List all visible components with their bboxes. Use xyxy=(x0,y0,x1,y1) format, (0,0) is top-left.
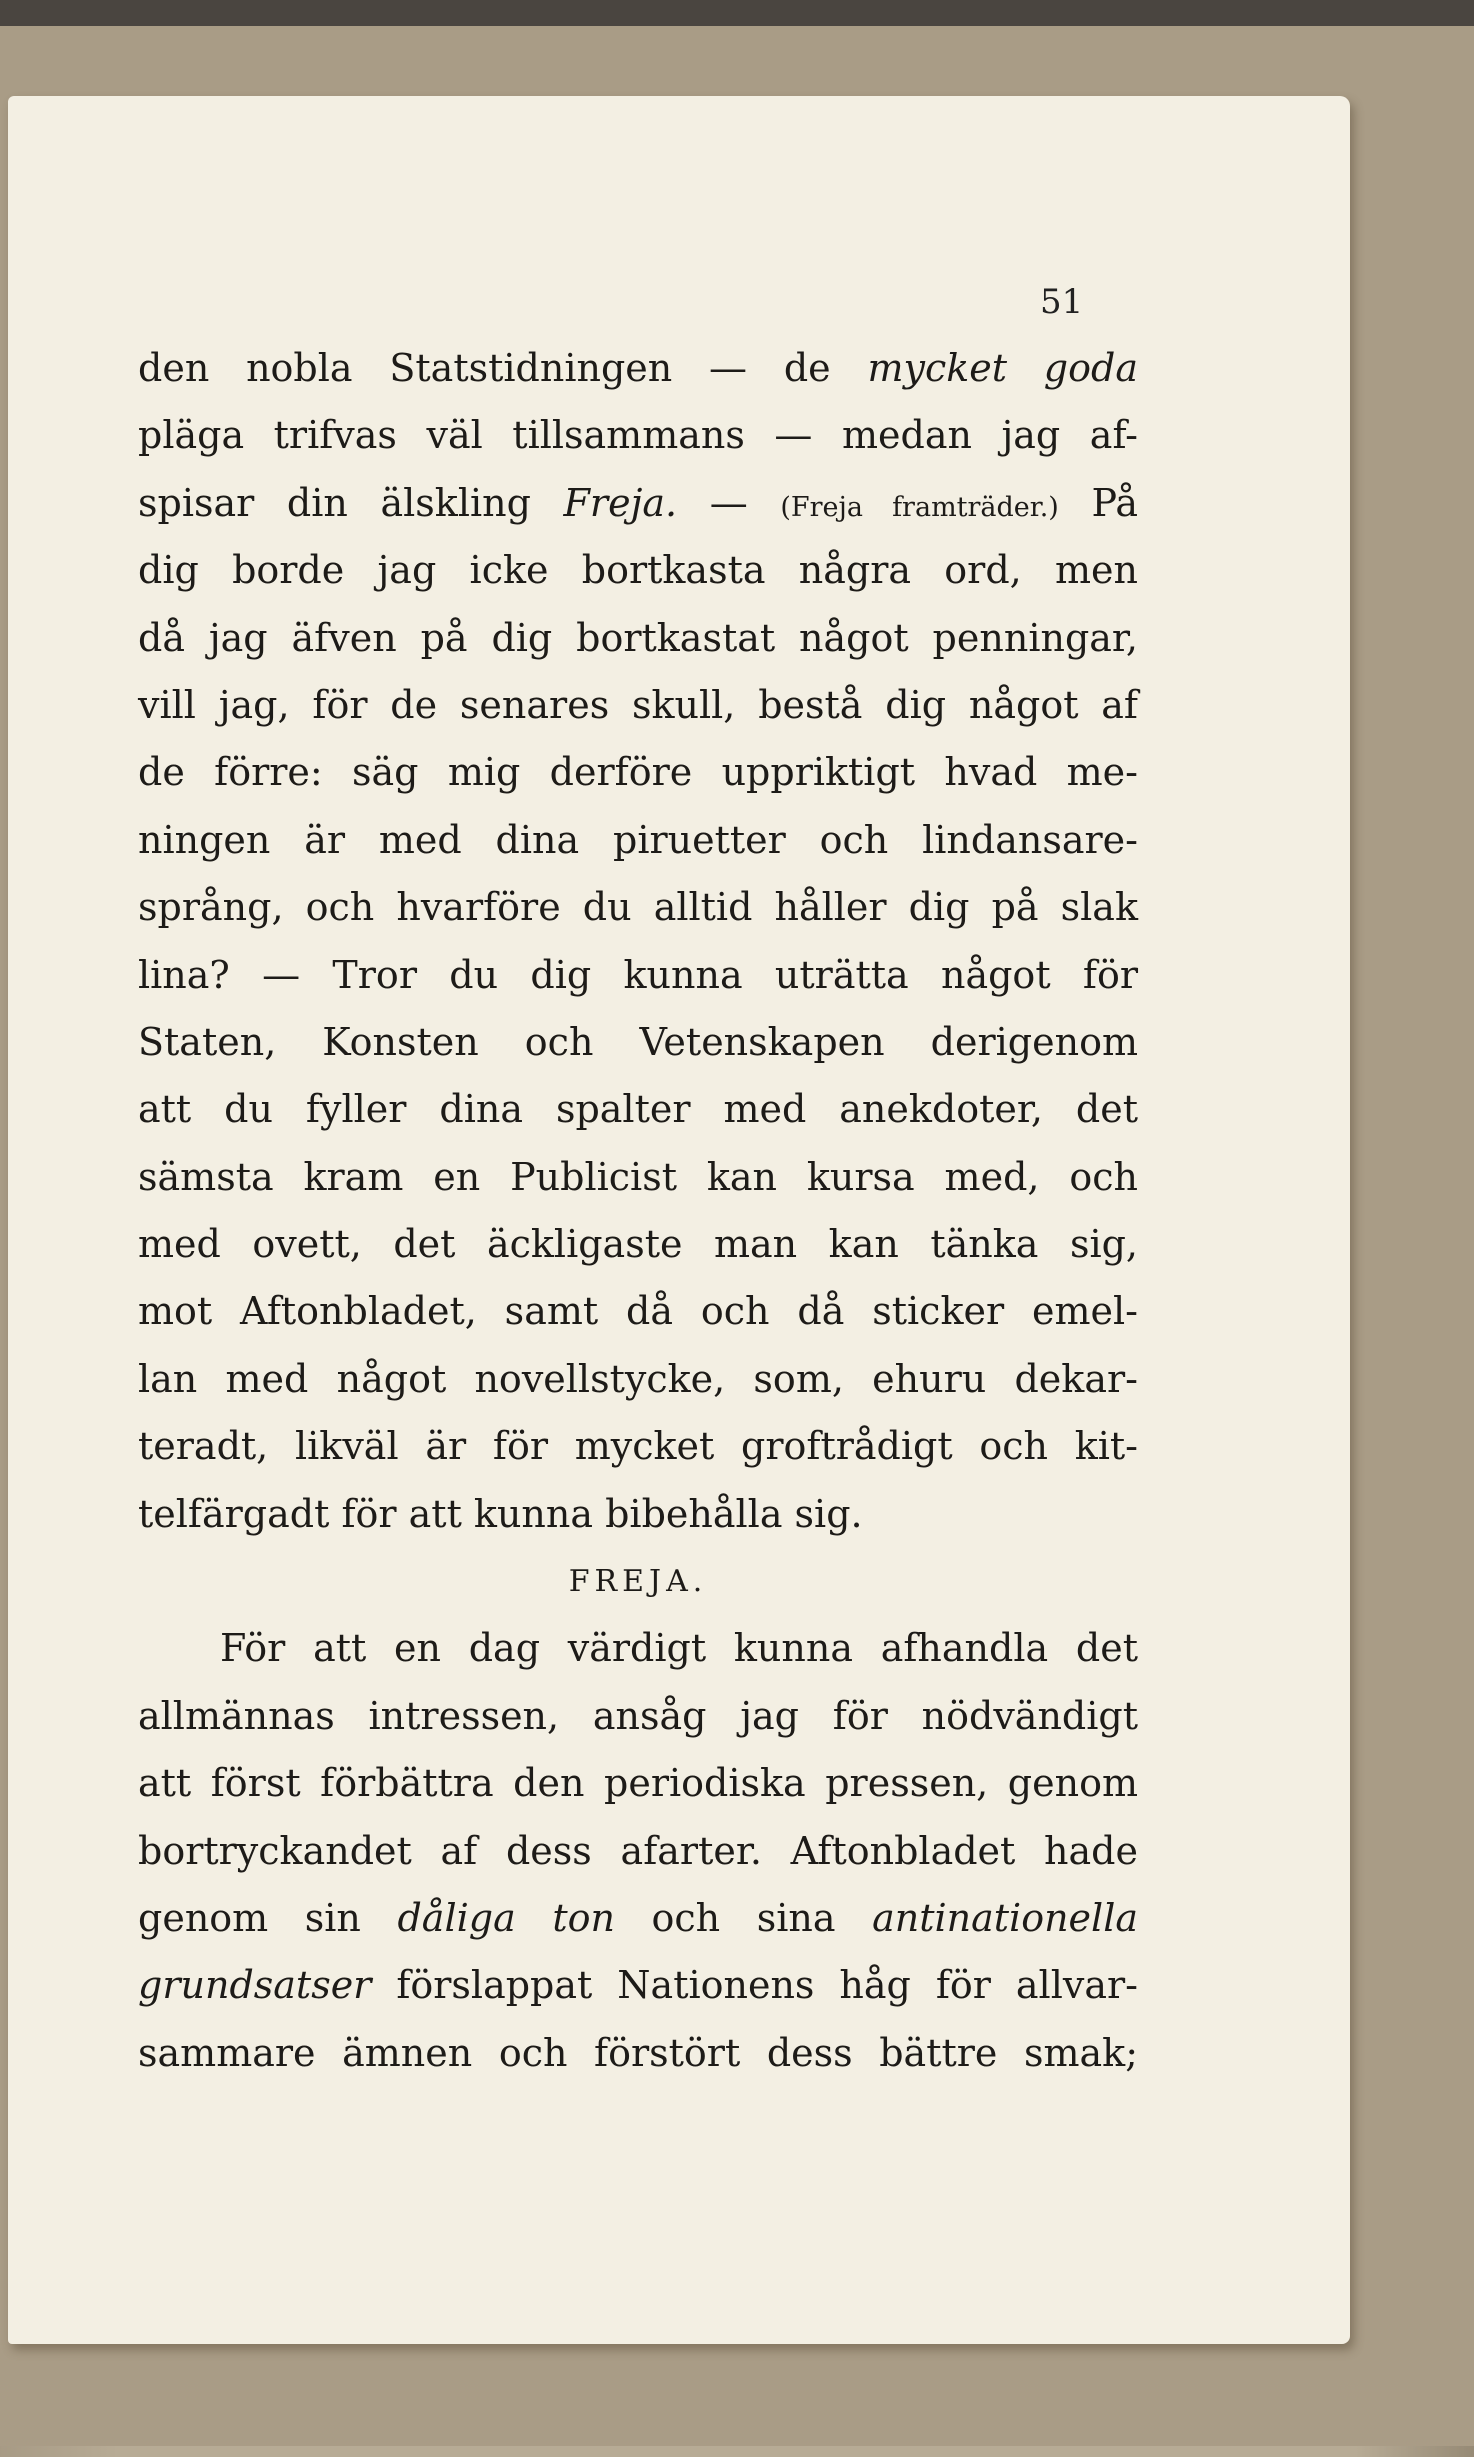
text-line: språng, och hvarföre du alltid håller dig på slak xyxy=(138,885,1138,930)
text-line: telfärgadt för att kunna bibehålla sig. xyxy=(138,1491,863,1536)
body-text xyxy=(138,335,1138,2087)
text-line: sämsta kram en Publicist kan kursa med, och xyxy=(138,1154,1138,1199)
text-line: vill jag, för de senares skull, bestå dig något af xyxy=(138,682,1138,727)
text-line: För att en dag värdigt kunna afhandla det xyxy=(220,1626,1138,1671)
text-line: med ovett, det äckligaste man kan tänka sig, xyxy=(138,1222,1138,1267)
page-number: 51 xyxy=(1040,282,1084,322)
text-line: grundsatser förslappat Nationens håg för allvar- xyxy=(138,1963,1138,2008)
text-line: de förre: säg mig derföre uppriktigt hvad me- xyxy=(138,750,1138,795)
text-line: lan med något novellstycke, som, ehuru dekar- xyxy=(138,1356,1138,1401)
text-line: genom sin dåliga ton och sina antinationella xyxy=(138,1895,1139,1940)
text-line: sammare ämnen och förstört dess bättre smak; xyxy=(138,2030,1138,2075)
text-line: dig borde jag icke bortkasta några ord, men xyxy=(138,548,1138,593)
text-line: att först förbättra den periodiska pressen, genom xyxy=(138,1761,1138,1806)
text-line: allmännas intressen, ansåg jag för nödvändigt xyxy=(138,1693,1138,1738)
text-line: pläga trifvas väl tillsammans — medan jag af- xyxy=(138,413,1138,458)
text-line: Staten, Konsten och Vetenskapen derigenom xyxy=(138,1019,1138,1064)
text-line: teradt, likväl är för mycket groftrådigt och kit- xyxy=(138,1424,1138,1469)
text-line: lina? — Tror du dig kunna uträtta något för xyxy=(138,952,1138,997)
scan-top-edge xyxy=(0,0,1474,26)
text-line: den nobla Statstidningen — de mycket goda xyxy=(138,346,1138,390)
text-line: bortryckandet af dess afarter. Aftonbladet hade xyxy=(138,1828,1138,1873)
text-line: mot Aftonbladet, samt då och då sticker emel- xyxy=(138,1289,1138,1334)
text-line: spisar din älskling Freja. — (Freja framträder.) På xyxy=(138,480,1138,525)
text-line: att du fyller dina spalter med anekdoter, det xyxy=(138,1087,1138,1132)
speaker-heading: FREJA. xyxy=(568,1564,708,1600)
text-line: ningen är med dina piruetter och lindansare- xyxy=(138,817,1138,862)
text-line: då jag äfven på dig bortkastat något penningar, xyxy=(138,615,1138,660)
